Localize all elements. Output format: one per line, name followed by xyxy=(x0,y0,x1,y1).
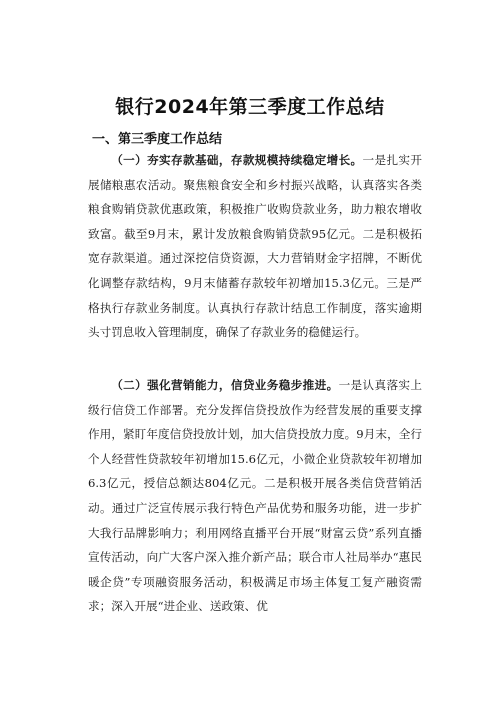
paragraph-lead: （一）夯实存款基础，存款规模持续稳定增长。 xyxy=(111,153,363,167)
paragraph-body: 一是认真落实上级行信贷工作部署。充分发挥信贷投放作为经营发展的重要支撑作用，紧盯年度信贷投放计划，加大信贷投放力度。9月末，全行个人经营性贷款较年初增加15.6亿元，小微企业贷款较年初增加6.3亿元，授信总额达804亿元。二是积极开展各类信贷营销活动。通过广泛宣传展示我行特色产品优势和服务功能，进一步扩大我行品牌影响力；利用网络直播平台开展“财富云贷”系列直播宣传活动，向广大客户深入推介新产品；联合市人社局举办“惠民暖企贷”专项融资服务活动，积极满足市场主体复工复产融资需求；深入开展“进企业、送政策、优 xyxy=(88,378,422,614)
paragraph-body: 一是扎实开展储粮惠农活动。聚焦粮食安全和乡村振兴战略，认真落实各类粮食购销贷款优惠政策，积极推广收购贷款业务，助力粮农增收致富。截至9月末，累计发放粮食购销贷款95亿元。二是积极拓宽存款渠道。通过深挖信贷资源，大力营销财金字招牌，不断优化调整存款结构，9月末储蓄存款较年初增加15.3亿元。三是严格执行存款业务制度。认真执行存款计结息工作制度，落实逾期头寸罚息收入管理制度，确保了存款业务的稳健运行。 xyxy=(88,153,422,340)
document-title: 银行2024年第三季度工作总结 xyxy=(115,96,385,118)
paragraph-credit xyxy=(88,373,422,619)
paragraph-lead: （二）强化营销能力，信贷业务稳步推进。 xyxy=(111,378,339,392)
section-heading: 一、第三季度工作总结 xyxy=(92,132,223,147)
paragraph-deposits xyxy=(88,148,422,345)
